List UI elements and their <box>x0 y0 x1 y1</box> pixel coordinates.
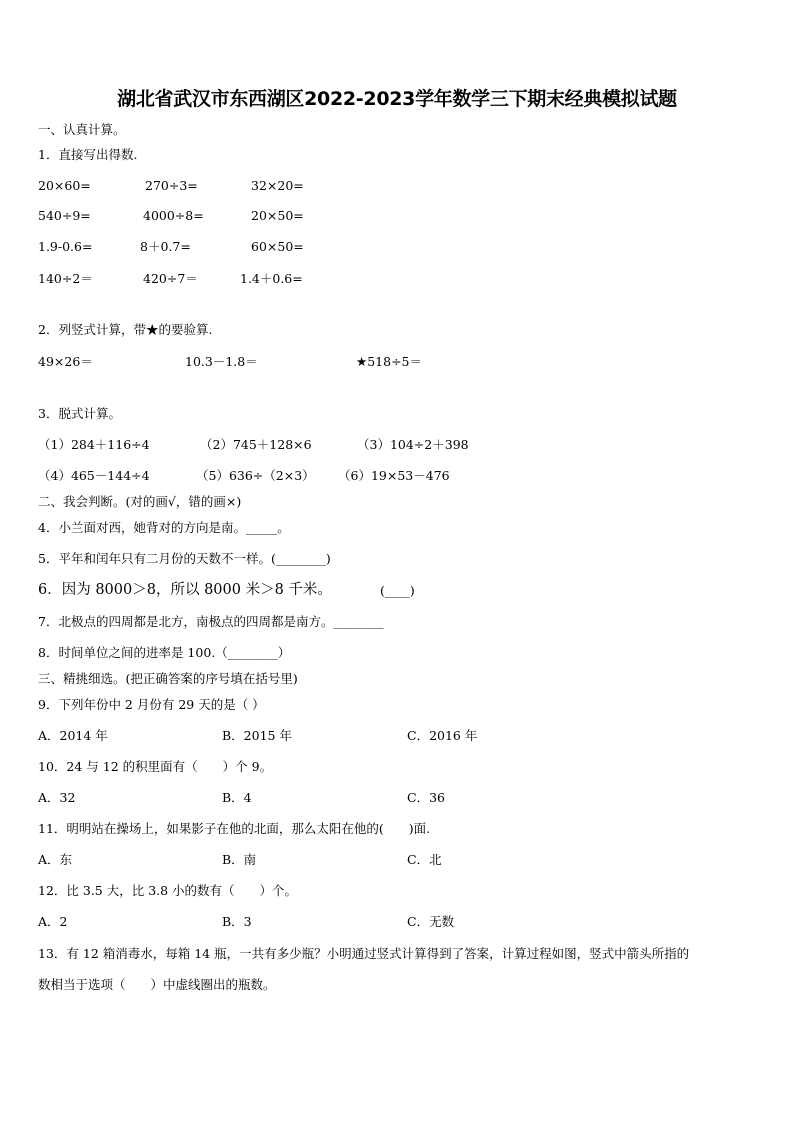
option-c: C．无数 <box>407 914 455 929</box>
section-heading-3: 三、精挑细选。(把正确答案的序号填在括号里) <box>38 671 298 686</box>
question-5: 5．平年和闰年只有二月份的天数不一样。(________) <box>38 551 331 566</box>
calc-item: 20×60= <box>38 178 91 193</box>
calc-item: 4000÷8= <box>143 208 204 223</box>
question-10-stem: 10．24 与 12 的积里面有（ ）个 9。 <box>38 759 273 774</box>
question-9-stem: 9．下列年份中 2 月份有 29 天的是（ ） <box>38 697 265 712</box>
calc-item: 1.9-0.6= <box>38 239 93 254</box>
step-calc-item: （5）636÷（2×3） <box>196 468 315 483</box>
option-b: B．南 <box>222 852 257 867</box>
option-c: C．北 <box>407 852 442 867</box>
option-c: C．36 <box>407 790 445 805</box>
step-calc-item: （3）104÷2＋398 <box>357 437 469 452</box>
question-8: 8．时间单位之间的进率是 100.（________） <box>38 645 291 660</box>
option-b: B．2015 年 <box>222 728 292 743</box>
question-2-stem: 2．列竖式计算，带★的要验算. <box>38 322 213 337</box>
calc-item: 1.4＋0.6= <box>240 271 303 286</box>
option-a: A．2014 年 <box>38 728 108 743</box>
section-heading-1: 一、认真计算。 <box>38 122 126 137</box>
question-12-stem: 12．比 3.5 大，比 3.8 小的数有（ ）个。 <box>38 883 298 898</box>
question-6: 6．因为 8000＞8，所以 8000 米＞8 千米。 <box>38 582 332 598</box>
option-a: A．2 <box>38 914 68 929</box>
calc-item: 540÷9= <box>38 208 91 223</box>
page-title: 湖北省武汉市东西湖区2022-2023学年数学三下期末经典模拟试题 <box>117 88 677 110</box>
step-calc-item: （1）284＋116÷4 <box>38 437 150 452</box>
question-11-stem: 11．明明站在操场上，如果影子在他的北面，那么太阳在他的( )面. <box>38 821 431 836</box>
calc-item: 20×50= <box>251 208 304 223</box>
question-7: 7．北极点的四周都是北方，南极点的四周都是南方。________ <box>38 614 384 629</box>
question-13-line-2: 数相当于选项（ ）中虚线圈出的瓶数。 <box>38 977 276 992</box>
step-calc-item: （4）465－144÷4 <box>38 468 150 483</box>
calc-item: 8＋0.7= <box>140 239 191 254</box>
option-a: A．32 <box>38 790 76 805</box>
step-calc-item: （6）19×53－476 <box>338 468 450 483</box>
calc-item: 420÷7＝ <box>143 271 198 286</box>
question-1-stem: 1．直接写出得数. <box>38 147 138 162</box>
calc-item: 140÷2＝ <box>38 271 93 286</box>
option-a: A．东 <box>38 852 73 867</box>
calc-item: 270÷3= <box>145 178 198 193</box>
vertical-calc-item: 10.3－1.8＝ <box>185 354 258 369</box>
vertical-calc-item: ★518÷5＝ <box>356 354 422 369</box>
step-calc-item: （2）745＋128×6 <box>200 437 312 452</box>
question-3-stem: 3．脱式计算。 <box>38 406 121 421</box>
section-heading-2: 二、我会判断。(对的画√，错的画×) <box>38 494 242 509</box>
option-b: B．4 <box>222 790 252 805</box>
vertical-calc-item: 49×26＝ <box>38 354 93 369</box>
calc-item: 32×20= <box>251 178 304 193</box>
option-c: C．2016 年 <box>407 728 478 743</box>
calc-item: 60×50= <box>251 239 304 254</box>
question-6-blank: (____) <box>380 583 415 598</box>
option-b: B．3 <box>222 914 252 929</box>
question-13-line-1: 13．有 12 箱消毒水，每箱 14 瓶，一共有多少瓶？小明通过竖式计算得到了答案，计算过程如图，竖式中箭头所指的 <box>38 946 690 961</box>
question-4: 4．小兰面对西，她背对的方向是南。_____。 <box>38 520 290 535</box>
